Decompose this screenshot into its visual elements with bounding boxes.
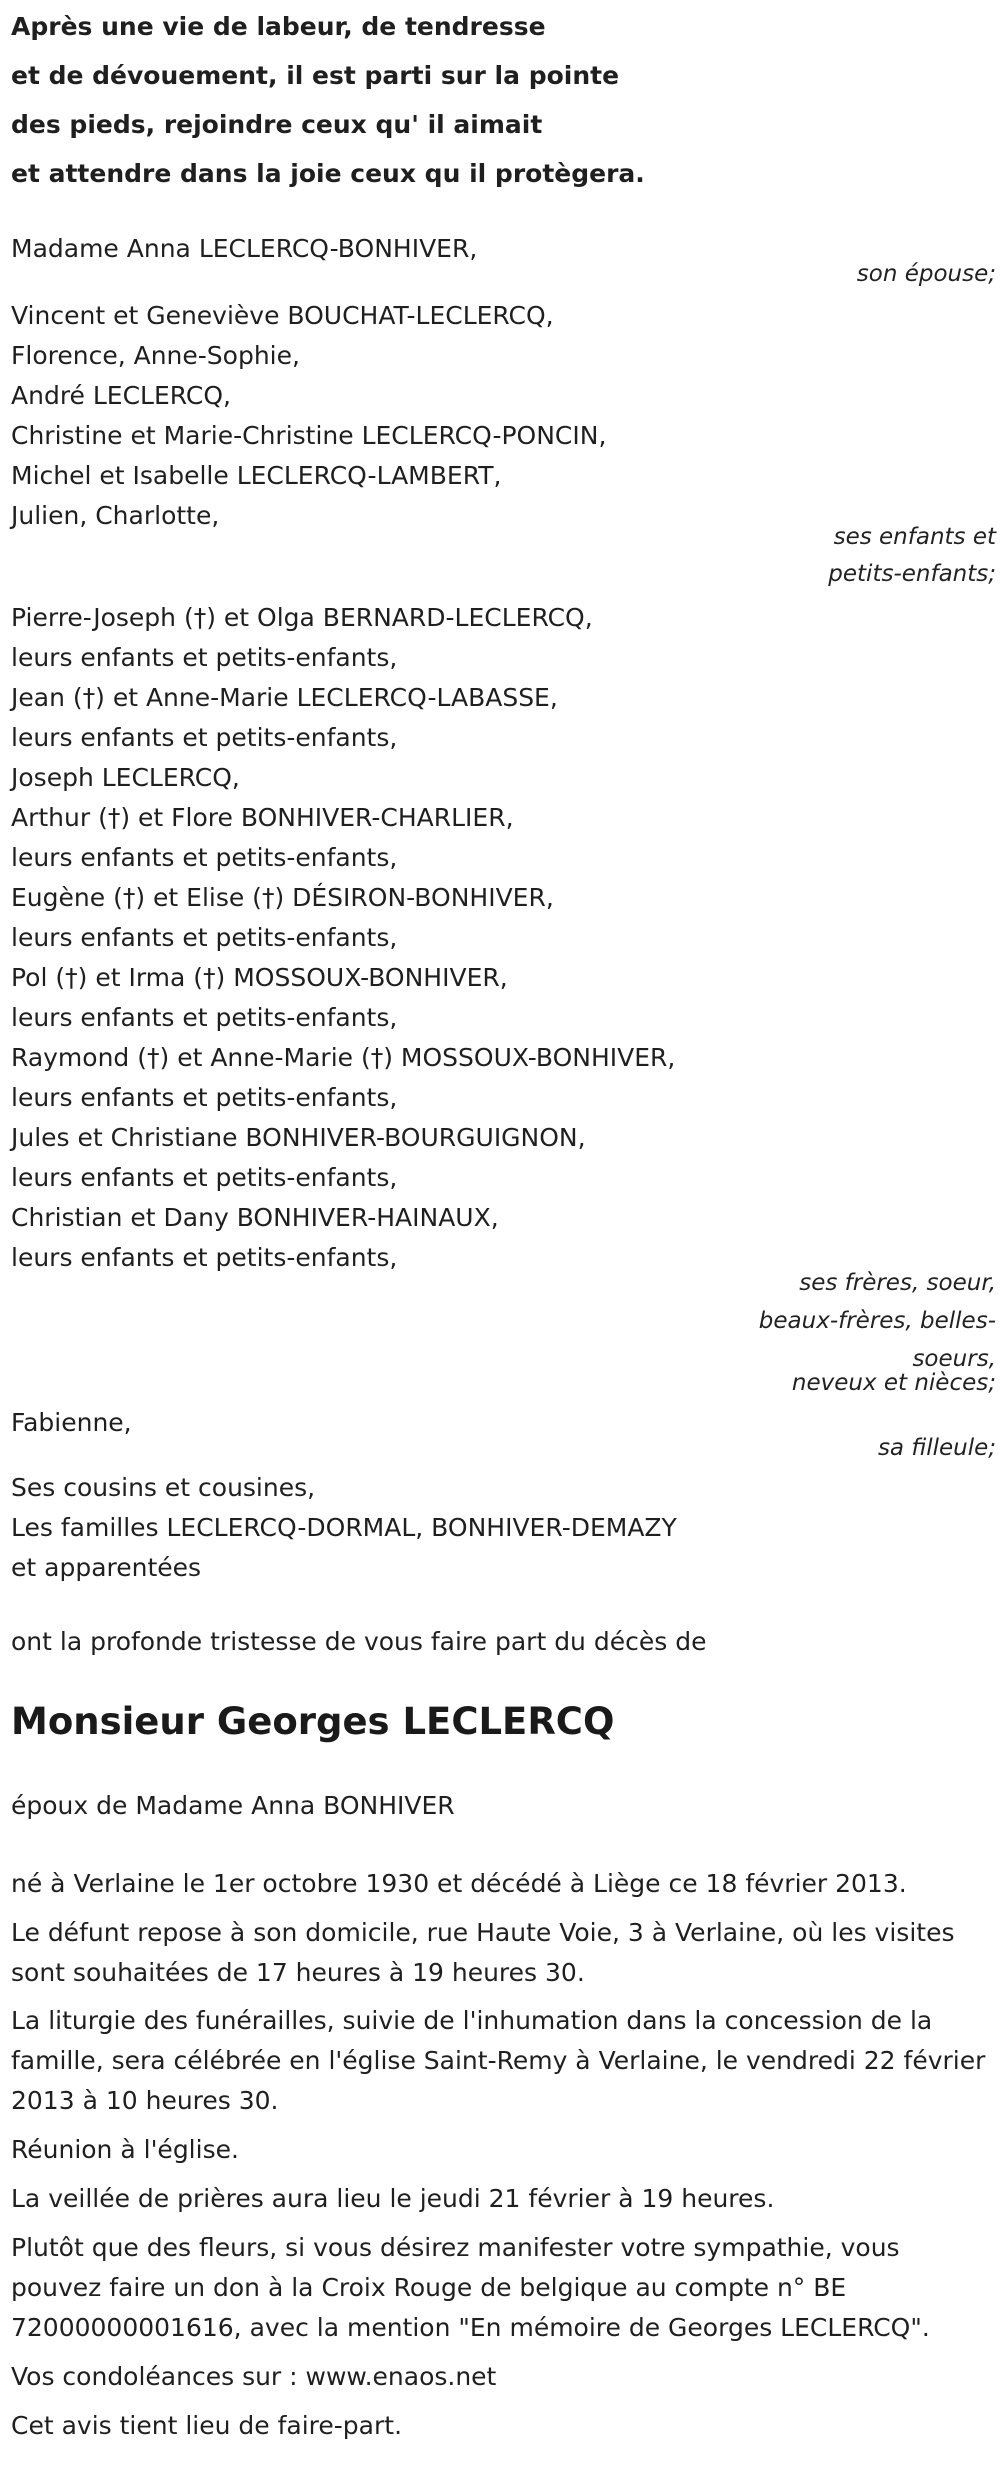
siblings-role-line3: soeurs, xyxy=(912,1346,996,1372)
opening-verse xyxy=(11,2,645,198)
list-item: Joseph LECLERCQ, xyxy=(11,763,240,792)
funeral-text: La liturgie des funérailles, suivie de l'inhumation dans la concession de la famille, sera célébrée en l'église Saint-Remy à Verlaine, le vendredi 22 février 2013 à 10 heures 30. xyxy=(11,2006,986,2115)
meeting-text: Réunion à l'église. xyxy=(11,2135,239,2164)
children-role-line2: petits-enfants; xyxy=(828,561,996,587)
list-item: Vincent et Geneviève BOUCHAT-LECLERCQ, xyxy=(11,301,554,330)
list-item: leurs enfants et petits-enfants, xyxy=(11,923,398,952)
goddaughter-name: Fabienne, xyxy=(11,1408,132,1437)
list-item: leurs enfants et petits-enfants, xyxy=(11,1003,398,1032)
list-item: Jean (†) et Anne-Marie LECLERCQ-LABASSE, xyxy=(11,683,558,712)
verse-line: et attendre dans la joie ceux qu il protègera. xyxy=(11,159,645,188)
list-item: Pol (†) et Irma (†) MOSSOUX-BONHIVER, xyxy=(11,963,508,992)
list-item: Les familles LECLERCQ-DORMAL, BONHIVER-DEMAZY xyxy=(11,1513,677,1542)
donation-text: Plutôt que des fleurs, si vous désirez manifester votre sympathie, vous pouvez faire un don à la Croix Rouge de belgique au compte n° BE 72000000001616, avec la mention "En mémoire de Georges LECLERCQ". xyxy=(11,2233,930,2342)
list-item: et apparentées xyxy=(11,1553,202,1582)
deceased-name: Monsieur Georges LECLERCQ xyxy=(11,1700,615,1743)
children-role-line1: ses enfants et xyxy=(833,524,996,550)
others-list xyxy=(11,1468,677,1588)
verse-line: et de dévouement, il est parti sur la pointe xyxy=(11,61,620,90)
list-item: leurs enfants et petits-enfants, xyxy=(11,843,398,872)
list-item: André LECLERCQ, xyxy=(11,381,231,410)
list-item: Pierre-Joseph (†) et Olga BERNARD-LECLERCQ, xyxy=(11,603,593,632)
visitation-text: Le défunt repose à son domicile, rue Haute Voie, 3 à Verlaine, où les visites sont souhaitées de 17 heures à 19 heures 30. xyxy=(11,1918,955,1987)
list-item: Jules et Christiane BONHIVER-BOURGUIGNON, xyxy=(11,1123,586,1152)
closing-text: Cet avis tient lieu de faire-part. xyxy=(11,2411,403,2440)
list-item: Michel et Isabelle LECLERCQ-LAMBERT, xyxy=(11,461,502,490)
siblings-role-line2: beaux-frères, belles- xyxy=(758,1308,996,1334)
list-item: leurs enfants et petits-enfants, xyxy=(11,723,398,752)
siblings-role-line1: ses frères, soeur, xyxy=(799,1270,996,1296)
list-item: Raymond (†) et Anne-Marie (†) MOSSOUX-BONHIVER, xyxy=(11,1043,676,1072)
spouse-role: son épouse; xyxy=(856,261,996,287)
list-item: Florence, Anne-Sophie, xyxy=(11,341,300,370)
list-item: Arthur (†) et Flore BONHIVER-CHARLIER, xyxy=(11,803,514,832)
list-item: leurs enfants et petits-enfants, xyxy=(11,1243,398,1272)
list-item: Ses cousins et cousines, xyxy=(11,1473,316,1502)
list-item: Julien, Charlotte, xyxy=(11,501,220,530)
verse-line: Après une vie de labeur, de tendresse xyxy=(11,12,546,41)
announcement-text: ont la profonde tristesse de vous faire part du décès de xyxy=(11,1627,707,1656)
list-item: Christian et Dany BONHIVER-HAINAUX, xyxy=(11,1203,499,1232)
list-item: leurs enfants et petits-enfants, xyxy=(11,1163,398,1192)
spouse-of-text: époux de Madame Anna BONHIVER xyxy=(11,1791,455,1820)
vigil-text: La veillée de prières aura lieu le jeudi 21 février à 19 heures. xyxy=(11,2184,775,2213)
siblings-role-line4: neveux et nièces; xyxy=(791,1370,996,1396)
verse-line: des pieds, rejoindre ceux qu' il aimait xyxy=(11,110,543,139)
list-item: leurs enfants et petits-enfants, xyxy=(11,1083,398,1112)
siblings-list xyxy=(11,598,675,1278)
spouse-name: Madame Anna LECLERCQ-BONHIVER, xyxy=(11,234,478,263)
list-item: Eugène (†) et Elise (†) DÉSIRON-BONHIVER, xyxy=(11,883,554,912)
condolences-text: Vos condoléances sur : www.enaos.net xyxy=(11,2362,497,2391)
list-item: leurs enfants et petits-enfants, xyxy=(11,643,398,672)
list-item: Christine et Marie-Christine LECLERCQ-PONCIN, xyxy=(11,421,607,450)
birth-death-text: né à Verlaine le 1er octobre 1930 et décédé à Liège ce 18 février 2013. xyxy=(11,1869,907,1898)
goddaughter-role: sa filleule; xyxy=(877,1435,996,1461)
children-list xyxy=(11,296,606,536)
